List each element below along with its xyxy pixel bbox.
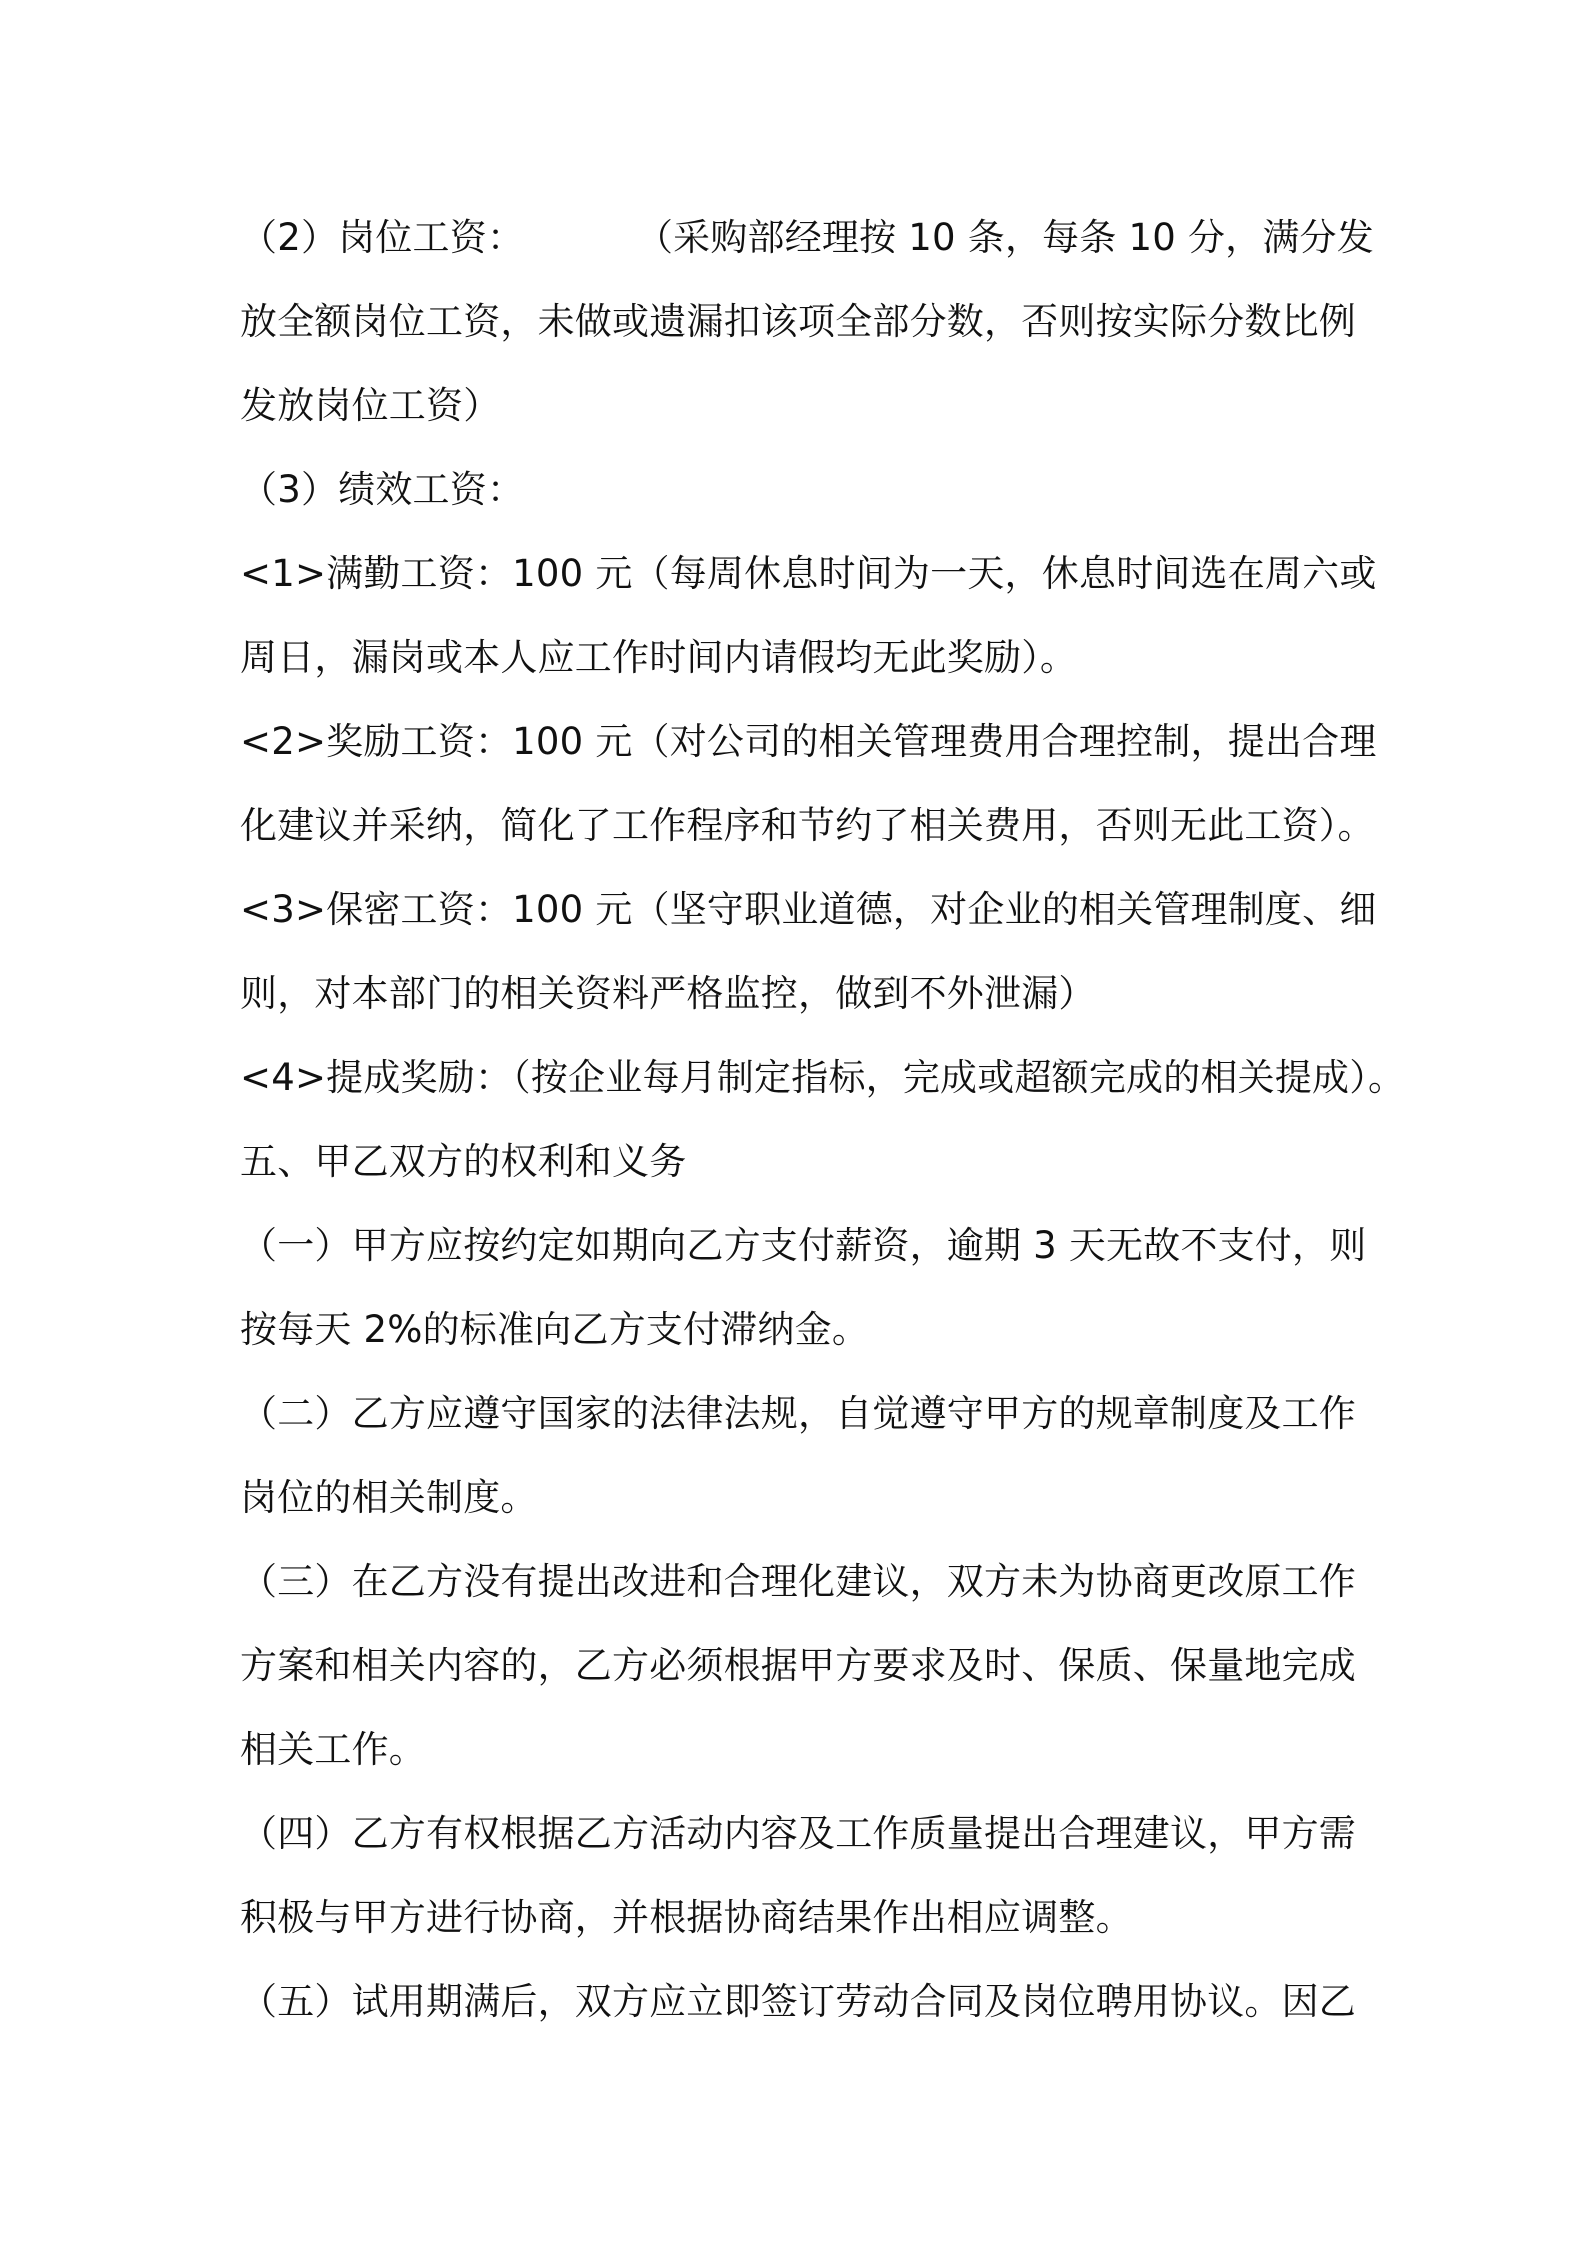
text-line-4: （3）绩效工资： <box>240 468 525 511</box>
text-line-15: （二）乙方应遵守国家的法律法规，自觉遵守甲方的规章制度及工作 <box>240 1392 1356 1435</box>
text-line-14: 按每天 2%的标准向乙方支付滞纳金。 <box>240 1308 870 1351</box>
document-body <box>240 196 1406 2044</box>
text-line-1: （2）岗位工资： （采购部经理按 10 条，每条 10 分，满分发 <box>240 216 1374 259</box>
text-line-7: <2>奖励工资：100 元（对公司的相关管理费用合理控制，提出合理 <box>240 720 1377 763</box>
text-line-11: <4>提成奖励：（按企业每月制定指标，完成或超额完成的相关提成）。 <box>240 1056 1406 1099</box>
text-line-19: 相关工作。 <box>240 1728 426 1771</box>
text-line-6: 周日，漏岗或本人应工作时间内请假均无此奖励）。 <box>240 636 1078 679</box>
text-line-5: <1>满勤工资：100 元（每周休息时间为一天，休息时间选在周六或 <box>240 552 1377 595</box>
text-line-10: 则，对本部门的相关资料严格监控，做到不外泄漏） <box>240 972 1096 1015</box>
section-heading: 五、甲乙双方的权利和义务 <box>240 1140 687 1183</box>
text-line-16: 岗位的相关制度。 <box>240 1476 538 1519</box>
text-line-18: 方案和相关内容的，乙方必须根据甲方要求及时、保质、保量地完成 <box>240 1644 1356 1687</box>
text-line-3: 发放岗位工资） <box>240 384 501 427</box>
text-line-20: （四）乙方有权根据乙方活动内容及工作质量提出合理建议，甲方需 <box>240 1812 1356 1855</box>
text-line-17: （三）在乙方没有提出改进和合理化建议，双方未为协商更改原工作 <box>240 1560 1356 1603</box>
text-line-22: （五）试用期满后，双方应立即签订劳动合同及岗位聘用协议。因乙 <box>240 1980 1356 2023</box>
text-line-2: 放全额岗位工资，未做或遗漏扣该项全部分数，否则按实际分数比例 <box>240 300 1356 343</box>
text-line-13: （一）甲方应按约定如期向乙方支付薪资，逾期 3 天无故不支付，则 <box>240 1224 1367 1267</box>
text-line-9: <3>保密工资：100 元（坚守职业道德，对企业的相关管理制度、细 <box>240 888 1377 931</box>
text-line-21: 积极与甲方进行协商，并根据协商结果作出相应调整。 <box>240 1896 1133 1939</box>
text-line-8: 化建议并采纳，简化了工作程序和节约了相关费用，否则无此工资）。 <box>240 804 1375 847</box>
